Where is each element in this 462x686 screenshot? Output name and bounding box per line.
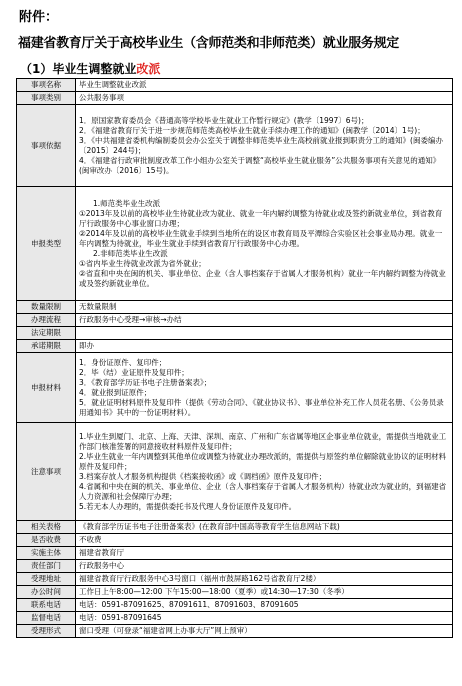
row-value-line: 窗口受理（可登录“福建省网上办事大厅”网上预审） bbox=[79, 626, 252, 635]
row-key: 事项依据 bbox=[17, 105, 76, 187]
row-value bbox=[76, 547, 453, 560]
subtitle-prefix: （1）毕业生调整就业 bbox=[20, 62, 137, 76]
row-value-line: 1.毕业生到厦门、北京、上海、天津、深圳、南京、广州和广东省属等地区企事业单位就业，需提供当地就业工作部门核准签署的同意接收材料原件及复印件； bbox=[79, 431, 447, 451]
row-value-line: 1．原国家教育委员会《普通高等学校毕业生就业工作暂行规定》(教学〔1997〕6号)； bbox=[79, 115, 369, 125]
row-value-line: 《教育部学历证书电子注册备案表》(在教育部中国高等教育学生信息网站下载) bbox=[79, 522, 340, 531]
table-row bbox=[17, 314, 453, 327]
row-key: 实施主体 bbox=[17, 547, 76, 560]
table-row bbox=[17, 521, 453, 534]
table-row bbox=[17, 573, 453, 586]
row-value-line: 福建省教育厅行政服务中心3号窗口（福州市鼓屏路162号省教育厅2楼） bbox=[79, 574, 321, 583]
document-title: 福建省教育厅关于高校毕业生（含师范类和非师范类）就业服务规定 bbox=[18, 36, 400, 51]
row-value-line: 1.师范类毕业生改派 bbox=[93, 198, 161, 208]
table-row bbox=[17, 327, 453, 340]
row-value bbox=[76, 612, 453, 625]
row-key: 法定期限 bbox=[17, 327, 76, 340]
row-key: 相关表格 bbox=[17, 521, 76, 534]
attachment-label: 附件： bbox=[19, 10, 59, 25]
row-value bbox=[76, 92, 453, 105]
row-value-line: 3．《中共福建省委机构编制委员会办公室关于调整非师范类毕业生高校前就业报到职责分工的通知》(闽委编办〔2015〕244号)； bbox=[79, 135, 443, 155]
row-value bbox=[76, 353, 453, 423]
row-value-line: 3．《教育部学历证书电子注册备案表》； bbox=[79, 377, 212, 387]
row-value-line: ②2014年及以前的高校毕业生就业手续到当地所在的设区市教育局及平潭综合实验区社会事业局办理。就业一年内调整为待就业，毕业生就业手续到省教育厅行政服务中心办理。 bbox=[79, 228, 443, 248]
table-row bbox=[17, 340, 453, 353]
row-value-line: 5.若无本人办理的，需提供委托书及代理人身份证原件及复印件。 bbox=[79, 501, 297, 511]
row-key: 责任部门 bbox=[17, 560, 76, 573]
table-row bbox=[17, 187, 453, 301]
row-value-line: 4．就业报到证原件； bbox=[79, 387, 152, 397]
row-value-line: 2．《福建省教育厅关于进一步规范师范类高校毕业生就业手续办理工作的通知》(闽教学〔2014〕1号)； bbox=[79, 125, 425, 135]
row-value-line: 1．身份证原件、复印件； bbox=[79, 357, 167, 367]
row-value bbox=[76, 187, 453, 301]
table-row bbox=[17, 79, 453, 92]
row-value-line: 5．就业证明材料原件及复印件（提供《劳动合同》、《就业协议书》、事业单位补充工作人员花名册、《公务员录用通知书》其中的一份证明材料）。 bbox=[79, 397, 444, 417]
table-row bbox=[17, 599, 453, 612]
row-value-line: 2．毕（结）业证原件及复印件； bbox=[79, 367, 189, 377]
row-value bbox=[76, 625, 453, 638]
table-row bbox=[17, 105, 453, 187]
table-row bbox=[17, 586, 453, 599]
table-row bbox=[17, 547, 453, 560]
row-value bbox=[76, 314, 453, 327]
row-value-line: 行政服务中心 bbox=[79, 561, 124, 570]
table-row bbox=[17, 534, 453, 547]
row-key: 事项名称 bbox=[17, 79, 76, 92]
row-key: 注意事项 bbox=[17, 423, 76, 521]
row-key: 受理形式 bbox=[17, 625, 76, 638]
row-value-line: 3.档案存放人才服务机构提供《档案接收函》或《调档函》原件及复印件； bbox=[79, 471, 327, 481]
row-key: 申报类型 bbox=[17, 187, 76, 301]
table-row bbox=[17, 612, 453, 625]
section-subtitle bbox=[20, 60, 160, 77]
row-value bbox=[76, 586, 453, 599]
row-value-line: 电话：0591-87091645 bbox=[79, 613, 162, 622]
row-key: 受理地址 bbox=[17, 573, 76, 586]
row-value-line: 福建省教育厅 bbox=[79, 548, 124, 557]
subtitle-highlight: 改派 bbox=[136, 62, 161, 76]
row-value bbox=[76, 79, 453, 92]
row-value-line: 4.省属和中央在闽的机关、事业单位、企业（含人事档案存于省属人才服务机构）待就业改为就业的，到福建省人力资源和社会保障厅办理； bbox=[79, 481, 447, 501]
row-value bbox=[76, 521, 453, 534]
row-value-line: 4．《福建省行政审批制度改革工作小组办公室关于调整“高校毕业生就业服务”公共服务事项有关意见的通知》(闽审改办〔2016〕15号)。 bbox=[79, 155, 441, 175]
row-value bbox=[76, 560, 453, 573]
row-value bbox=[76, 340, 453, 353]
table-row bbox=[17, 560, 453, 573]
row-value bbox=[76, 534, 453, 547]
service-table bbox=[16, 78, 453, 638]
row-value-line: 行政服务中心受理→审核→办结 bbox=[79, 315, 182, 324]
row-key: 联系电话 bbox=[17, 599, 76, 612]
table-row bbox=[17, 625, 453, 638]
row-key: 办理流程 bbox=[17, 314, 76, 327]
row-value-line: 即办 bbox=[79, 341, 94, 350]
row-value bbox=[76, 599, 453, 612]
row-value bbox=[76, 301, 453, 314]
row-value-line: 2.毕业生就业一年内调整到其他单位或调整为待就业办理改派的，需提供与原签约单位解除就业协议的证明材料原件及复印件； bbox=[79, 451, 447, 471]
row-value bbox=[76, 327, 453, 340]
row-key: 事项类别 bbox=[17, 92, 76, 105]
row-value-line: 不收费 bbox=[79, 535, 102, 544]
row-key: 承诺期限 bbox=[17, 340, 76, 353]
table-row bbox=[17, 353, 453, 423]
row-value-line: 无数量限制 bbox=[79, 302, 117, 311]
row-key: 监督电话 bbox=[17, 612, 76, 625]
row-value bbox=[76, 573, 453, 586]
row-value-line: ①2013年及以前的高校毕业生待就业改为就业、就业一年内解约调整为待就业或及签约新就业单位，到省教育厅行政服务中心事业窗口办理； bbox=[79, 208, 443, 228]
table-row bbox=[17, 423, 453, 521]
row-value-line: ①省内毕业生待就业改派为省外就业； bbox=[79, 258, 206, 268]
row-key: 办公时间 bbox=[17, 586, 76, 599]
row-value bbox=[76, 423, 453, 521]
row-value-line: 电话：0591-87091625、87091611、87091603、87091605 bbox=[79, 600, 299, 609]
row-key: 数量限制 bbox=[17, 301, 76, 314]
table-row bbox=[17, 92, 453, 105]
row-value-line: 2.非师范类毕业生改派 bbox=[93, 248, 168, 258]
row-value-line: 工作日上午8:00—12:00 下午15:00—18:00（夏季）或14:30—17:30（冬季） bbox=[79, 587, 349, 596]
row-value-line: 公共服务事项 bbox=[79, 93, 124, 102]
row-value-line: ②省直和中央在闽的机关、事业单位、企业（含人事档案存于省属人才服务机构）就业一年内解约调整为待就业或及签约新就业单位。 bbox=[79, 268, 446, 288]
row-value bbox=[76, 105, 453, 187]
table-row bbox=[17, 301, 453, 314]
row-key: 申报材料 bbox=[17, 353, 76, 423]
row-value-line: 毕业生调整就业改派 bbox=[79, 80, 147, 89]
row-key: 是否收费 bbox=[17, 534, 76, 547]
